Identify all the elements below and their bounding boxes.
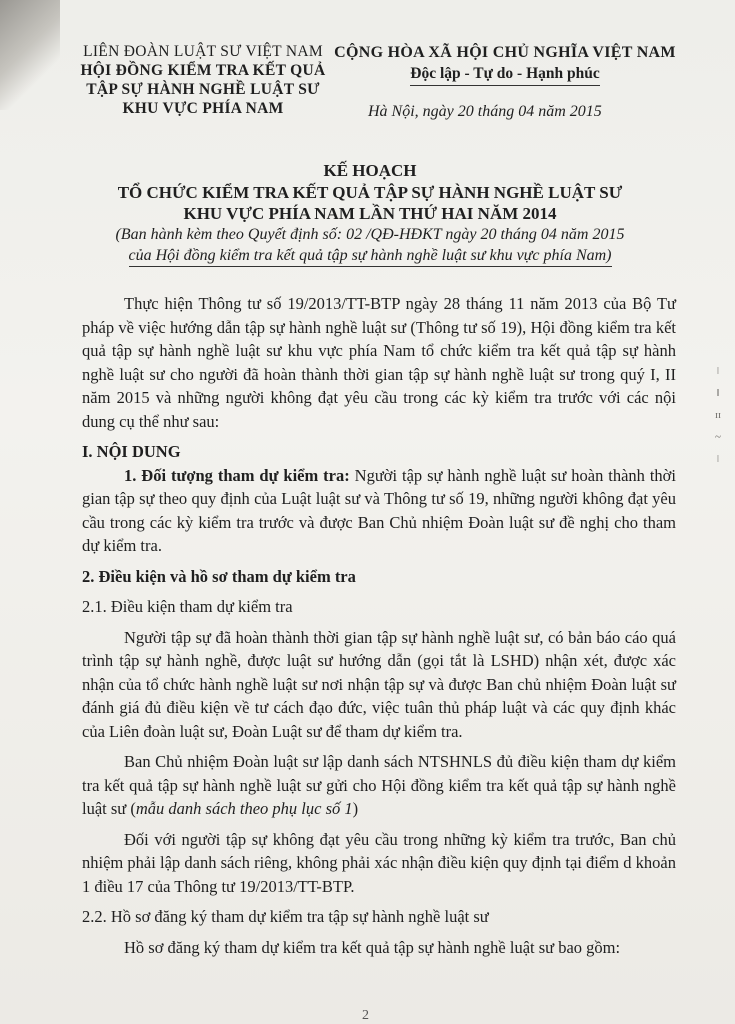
appendix-reference: mẫu danh sách theo phụ lục số 1 <box>135 799 353 818</box>
country-name: CỘNG HÒA XÃ HỘI CHỦ NGHĨA VIỆT NAM <box>334 44 676 61</box>
paragraph-list <box>82 750 676 821</box>
national-motto: Độc lập - Tự do - Hạnh phúc <box>410 63 599 86</box>
paragraph-failed-candidates: Đối với người tập sự không đạt yêu cầu trong những kỳ kiểm tra trước, Ban chủ nhiệm phải lập danh sách riêng, không phải xác nhận điều kiện quy định tại điểm d khoản 1 điều 17 của Thông tư 19/2013/TT-BTP. <box>82 829 676 896</box>
org-line-2: HỘI ĐỒNG KIỂM TRA KẾT QUẢ <box>80 62 326 79</box>
place-date: Hà Nội, ngày 20 tháng 04 năm 2015 <box>368 103 602 120</box>
paragraph-list-text: Ban Chủ nhiệm Đoàn luật sư lập danh sách NTSHNLS đủ điều kiện tham dự kiểm tra kết quả tập sự hành nghề luật sư gửi cho Hội đồng kiểm tra kết quả tập sự hành nghề luật sư ( <box>82 752 676 818</box>
item-1-paragraph <box>82 464 676 558</box>
paragraph-conditions: Người tập sự đã hoàn thành thời gian tập sự hành nghề luật sư, có bản báo cáo quá trình tập sự hành nghề, được luật sư hướng dẫn (gọi tắt là LSHD) nhận xét, được xác nhận của tổ chức hành nghề luật sư nơi nhận tập sự và được Ban chủ nhiệm Đoàn luật sư đánh giá đủ điều kiện về tư cách đạo đức, việc tuân thủ pháp luật và các quy định khác của Liên đoàn luật sư, Đoàn Luật sư để tham dự kiểm tra. <box>82 627 676 741</box>
document-title <box>60 160 680 267</box>
item-2-1-heading: 2.1. Điều kiện tham dự kiểm tra <box>82 597 293 616</box>
org-line-3: TẬP SỰ HÀNH NGHỀ LUẬT SƯ <box>86 81 320 98</box>
org-line-1: LIÊN ĐOÀN LUẬT SƯ VIỆT NAM <box>83 43 323 60</box>
title-line-3: KHU VỰC PHÍA NAM LẦN THỨ HAI NĂM 2014 <box>183 204 557 223</box>
intro-paragraph: Thực hiện Thông tư số 19/2013/TT-BTP ngày 28 tháng 11 năm 2013 của Bộ Tư pháp về việc hướng dẫn tập sự hành nghề luật sư (Thông tư số 19), Hội đồng kiểm tra kết quả tập sự hành nghề luật sư khu vực phía Nam tổ chức kiểm tra kết quả tập sự hành nghề luật sư cho người đã hoàn thành thời gian tập sự hành nghề luật sư trong quý I, II năm 2015 và những người không đạt yêu cầu trong các kỳ kiểm tra trước với các nội dung cụ thể như sau: <box>82 294 676 431</box>
title-line-1: KẾ HOẠCH <box>323 161 417 180</box>
item-2-heading: 2. Điều kiện và hồ sơ tham dự kiểm tra <box>82 566 356 586</box>
national-header <box>330 42 680 86</box>
section-heading-1: I. NỘI DUNG <box>82 442 181 461</box>
title-line-4: (Ban hành kèm theo Quyết định số: 02 /QĐ-HĐKT ngày 20 tháng 04 năm 2015 <box>115 226 625 243</box>
item-1-text: Người tập sự hành nghề luật sư hoàn thành thời gian tập sự theo quy định của Luật luật sư và Thông tư số 19, những người không đạt yêu cầu trong các kỳ kiểm tra trước và được Ban Chủ nhiệm Đoàn luật sư đề nghị cho tham dự kiểm tra. <box>82 465 676 555</box>
item-1-label: 1. Đối tượng tham dự kiểm tra: <box>124 465 350 485</box>
folded-corner-shadow <box>0 0 60 110</box>
page-number: 2 <box>362 1008 369 1023</box>
org-line-4: KHU VỰC PHÍA NAM <box>122 100 284 117</box>
issuing-organization <box>58 42 348 118</box>
document-body <box>82 292 676 959</box>
item-2-2-heading: 2.2. Hồ sơ đăng ký tham dự kiểm tra tập sự hành nghề luật sư <box>82 907 489 926</box>
title-line-5: của Hội đồng kiểm tra kết quả tập sự hành nghề luật sư khu vực phía Nam) <box>129 245 612 267</box>
paragraph-registration: Hồ sơ đăng ký tham dự kiểm tra kết quả tập sự hành nghề luật sư bao gồm: <box>124 937 621 957</box>
paragraph-list-end: ) <box>352 799 359 818</box>
margin-handwriting: ǀ ǁ ɪɪ ~ ǀ <box>714 365 722 465</box>
title-line-2: TỔ CHỨC KIỂM TRA KẾT QUẢ TẬP SỰ HÀNH NGHỀ LUẬT SƯ <box>117 183 623 202</box>
